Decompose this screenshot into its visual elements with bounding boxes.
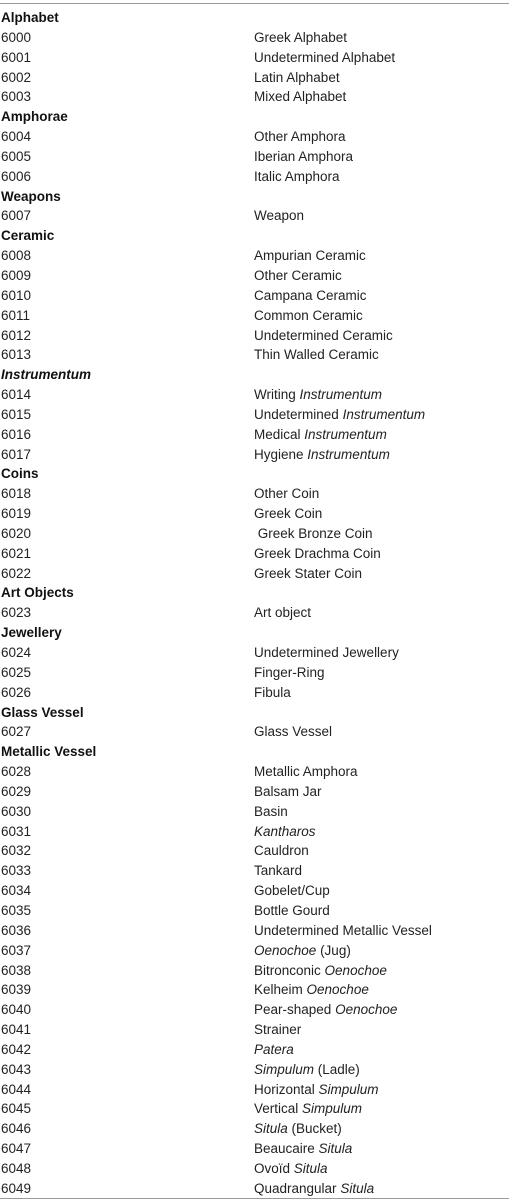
description-text: Basin bbox=[254, 803, 288, 819]
description-cell bbox=[254, 1080, 379, 1100]
code-cell: 6016 bbox=[1, 426, 32, 442]
description-cell bbox=[254, 246, 366, 266]
description-text: Undetermined Jewellery bbox=[254, 645, 399, 660]
code-cell: 6041 bbox=[1, 1022, 32, 1038]
description-text: Iberian Amphora bbox=[254, 148, 354, 164]
code-cell: 6046 bbox=[1, 1121, 32, 1137]
code-cell: 6049 bbox=[1, 1180, 32, 1196]
description-text: Tankard bbox=[254, 863, 303, 879]
table-row bbox=[1, 484, 507, 504]
description-cell bbox=[254, 961, 387, 981]
table-row bbox=[1, 1060, 507, 1080]
code-cell: 6010 bbox=[1, 287, 32, 303]
description-cell bbox=[254, 504, 322, 524]
category-heading bbox=[1, 703, 507, 723]
description-cell bbox=[254, 1020, 301, 1040]
description-cell bbox=[254, 345, 379, 365]
category-heading bbox=[1, 226, 507, 246]
code-cell: 6022 bbox=[1, 565, 32, 581]
description-italic-text: Simpulum bbox=[302, 1101, 363, 1117]
description-text: Greek Coin bbox=[254, 506, 323, 522]
table-top-rule bbox=[0, 3, 509, 4]
code-cell: 6039 bbox=[1, 982, 32, 998]
category-title: Weapons bbox=[1, 188, 61, 204]
table-row bbox=[1, 782, 507, 802]
table-row bbox=[1, 246, 507, 266]
description-cell bbox=[254, 683, 291, 703]
description-italic-text: Situla bbox=[318, 1141, 353, 1157]
category-heading bbox=[1, 8, 507, 28]
table-row bbox=[1, 48, 507, 68]
code-cell: 6012 bbox=[1, 327, 32, 343]
code-cell: 6047 bbox=[1, 1141, 32, 1157]
description-text: Balsam Jar bbox=[254, 783, 322, 799]
table-row bbox=[1, 425, 507, 445]
table-row bbox=[1, 1080, 507, 1100]
description-text: Writing bbox=[254, 387, 300, 403]
code-cell: 6019 bbox=[1, 506, 32, 522]
code-cell: 6018 bbox=[1, 486, 32, 502]
code-cell: 6007 bbox=[1, 208, 32, 224]
description-cell bbox=[254, 941, 351, 961]
description-text: Ovoïd bbox=[254, 1160, 294, 1176]
description-cell bbox=[254, 544, 381, 564]
description-italic-text: Oenochoe bbox=[335, 1002, 398, 1018]
description-text: Hygiene bbox=[254, 446, 308, 462]
table-row bbox=[1, 1020, 507, 1040]
description-italic-text: Oenochoe bbox=[306, 982, 369, 998]
table-row bbox=[1, 286, 507, 306]
table-row bbox=[1, 1119, 507, 1139]
table-row bbox=[1, 762, 507, 782]
description-text: Ampurian Ceramic bbox=[254, 248, 366, 264]
category-title: Amphorae bbox=[1, 109, 68, 125]
table-row bbox=[1, 1099, 507, 1119]
description-italic-text: Situla bbox=[254, 1121, 288, 1137]
table-row bbox=[1, 564, 507, 584]
description-text: Art object bbox=[254, 605, 312, 621]
table-row bbox=[1, 841, 507, 861]
description-text: Common Ceramic bbox=[254, 307, 363, 323]
description-text: Vertical bbox=[254, 1101, 303, 1117]
table-row bbox=[1, 1179, 507, 1199]
code-cell: 6021 bbox=[1, 545, 32, 561]
description-text: Undetermined Metallic Vessel bbox=[254, 922, 432, 938]
description-cell bbox=[254, 1139, 352, 1159]
description-cell bbox=[254, 385, 382, 405]
category-heading bbox=[1, 365, 507, 385]
table-row bbox=[1, 147, 507, 167]
table-row bbox=[1, 822, 507, 842]
description-cell bbox=[254, 1000, 397, 1020]
description-cell bbox=[254, 405, 425, 425]
description-cell bbox=[254, 841, 309, 861]
category-title: Alphabet bbox=[1, 10, 59, 25]
description-text: Weapon bbox=[254, 208, 305, 224]
code-cell: 6011 bbox=[1, 307, 31, 323]
table-row bbox=[1, 345, 507, 365]
description-cell bbox=[254, 306, 363, 326]
description-cell bbox=[254, 643, 399, 663]
category-heading bbox=[1, 187, 507, 207]
table-row bbox=[1, 980, 507, 1000]
code-cell: 6043 bbox=[1, 1061, 32, 1077]
description-text: Italic Amphora bbox=[254, 168, 340, 184]
category-title: Metallic Vessel bbox=[1, 744, 97, 760]
table-row bbox=[1, 266, 507, 286]
description-italic-text: Oenochoe bbox=[254, 942, 317, 958]
category-title: Art Objects bbox=[1, 585, 74, 601]
description-text: Greek Drachma Coin bbox=[254, 545, 381, 561]
description-text: Latin Alphabet bbox=[254, 69, 340, 85]
code-cell: 6044 bbox=[1, 1081, 32, 1097]
table-row bbox=[1, 504, 507, 524]
description-cell bbox=[254, 663, 325, 683]
description-text: Undetermined Alphabet bbox=[254, 49, 396, 65]
description-cell bbox=[254, 286, 367, 306]
description-italic-text: Oenochoe bbox=[324, 962, 387, 978]
table-row bbox=[1, 524, 507, 544]
category-heading bbox=[1, 583, 507, 603]
description-cell bbox=[254, 603, 311, 623]
code-cell: 6037 bbox=[1, 942, 32, 958]
table-row bbox=[1, 921, 507, 941]
category-title: Glass Vessel bbox=[1, 704, 84, 720]
description-text: Greek Stater Coin bbox=[254, 565, 363, 581]
table-row bbox=[1, 127, 507, 147]
description-text: Greek Alphabet bbox=[254, 29, 348, 45]
description-text: Undetermined bbox=[254, 406, 343, 422]
table-row bbox=[1, 722, 507, 742]
description-text: Bitronconic bbox=[254, 962, 325, 978]
description-cell bbox=[254, 881, 330, 901]
description-cell bbox=[254, 901, 330, 921]
code-cell: 6028 bbox=[1, 764, 32, 780]
table-row bbox=[1, 603, 507, 623]
table-row bbox=[1, 861, 507, 881]
description-cell bbox=[254, 266, 342, 286]
table-row bbox=[1, 544, 507, 564]
category-title: Coins bbox=[1, 466, 39, 482]
table-row bbox=[1, 802, 507, 822]
table-row bbox=[1, 68, 507, 88]
table-row bbox=[1, 683, 507, 703]
table-row bbox=[1, 87, 507, 107]
category-title: Jewellery bbox=[1, 625, 62, 641]
table-row bbox=[1, 901, 507, 921]
code-cell: 6045 bbox=[1, 1101, 32, 1117]
description-italic-text: Instrumentum bbox=[299, 387, 383, 403]
table-row bbox=[1, 167, 507, 187]
description-cell bbox=[254, 425, 387, 445]
code-cell: 6040 bbox=[1, 1002, 32, 1018]
description-text: Finger-Ring bbox=[254, 664, 325, 680]
description-cell bbox=[254, 980, 369, 1000]
table-row bbox=[1, 941, 507, 961]
description-text: Other Ceramic bbox=[254, 267, 342, 283]
description-cell bbox=[254, 206, 304, 226]
code-cell: 6006 bbox=[1, 168, 32, 184]
table-row bbox=[1, 206, 507, 226]
category-heading bbox=[1, 464, 507, 484]
description-text: Pear-shaped bbox=[254, 1002, 336, 1018]
description-text: Campana Ceramic bbox=[254, 287, 367, 303]
table-row bbox=[1, 881, 507, 901]
description-text: Kelheim bbox=[254, 982, 307, 998]
description-cell bbox=[254, 28, 347, 48]
description-italic-text: Instrumentum bbox=[307, 446, 390, 462]
category-code-table bbox=[1, 8, 507, 1199]
table-row bbox=[1, 385, 507, 405]
category-title: Ceramic bbox=[1, 228, 55, 244]
description-cell bbox=[254, 822, 316, 842]
description-cell bbox=[254, 921, 432, 941]
description-text: Mixed Alphabet bbox=[254, 89, 347, 105]
code-cell: 6042 bbox=[1, 1041, 32, 1057]
description-cell bbox=[254, 484, 319, 504]
description-italic-text: Situla bbox=[293, 1160, 328, 1176]
code-cell: 6035 bbox=[1, 902, 32, 918]
description-text: Horizontal bbox=[254, 1081, 319, 1097]
code-cell: 6031 bbox=[1, 823, 32, 839]
description-text: (Ladle) bbox=[314, 1061, 360, 1077]
description-cell bbox=[254, 127, 346, 147]
description-text: Medical bbox=[254, 426, 305, 442]
category-heading bbox=[1, 623, 507, 643]
category-heading bbox=[1, 107, 507, 127]
code-cell: 6008 bbox=[1, 248, 32, 264]
code-cell: 6032 bbox=[1, 843, 32, 859]
description-italic-text: Patera bbox=[254, 1041, 294, 1057]
code-cell: 6015 bbox=[1, 406, 32, 422]
code-cell: 6004 bbox=[1, 129, 32, 145]
description-cell bbox=[254, 802, 288, 822]
code-cell: 6033 bbox=[1, 863, 32, 879]
description-cell bbox=[254, 167, 340, 187]
description-cell bbox=[254, 445, 390, 465]
table-row bbox=[1, 306, 507, 326]
description-text: Metallic Amphora bbox=[254, 764, 358, 780]
description-text: Beaucaire bbox=[254, 1141, 319, 1157]
code-cell: 6038 bbox=[1, 962, 32, 978]
description-cell bbox=[254, 564, 362, 584]
code-cell: 6029 bbox=[1, 783, 32, 799]
code-cell: 6036 bbox=[1, 922, 32, 938]
code-cell: 6048 bbox=[1, 1160, 32, 1176]
code-cell: 6000 bbox=[1, 29, 32, 45]
description-text: Undetermined Ceramic bbox=[254, 327, 393, 343]
code-cell: 6020 bbox=[1, 525, 32, 541]
description-text: Glass Vessel bbox=[254, 724, 333, 740]
table-row bbox=[1, 643, 507, 663]
table-row bbox=[1, 445, 507, 465]
table-row bbox=[1, 1139, 507, 1159]
description-text: Gobelet/Cup bbox=[254, 883, 330, 899]
description-cell bbox=[254, 782, 322, 802]
description-text: (Bucket) bbox=[287, 1121, 342, 1137]
table-row bbox=[1, 1040, 507, 1060]
category-title: Instrumentum bbox=[1, 367, 92, 383]
table-row bbox=[1, 405, 507, 425]
code-cell: 6034 bbox=[1, 883, 32, 899]
code-cell: 6025 bbox=[1, 664, 32, 680]
description-italic-text: Instrumentum bbox=[304, 426, 387, 442]
table-bottom-rule bbox=[0, 1198, 509, 1199]
code-cell: 6030 bbox=[1, 803, 32, 819]
code-cell: 6023 bbox=[1, 605, 32, 621]
description-cell bbox=[254, 326, 393, 346]
code-cell: 6002 bbox=[1, 69, 32, 85]
code-cell: 6003 bbox=[1, 89, 32, 105]
table-row bbox=[1, 326, 507, 346]
description-cell bbox=[254, 1040, 294, 1060]
description-text: Other Amphora bbox=[254, 129, 346, 145]
code-cell: 6013 bbox=[1, 347, 32, 363]
description-text: Cauldron bbox=[254, 843, 309, 859]
table-row bbox=[1, 663, 507, 683]
table-row bbox=[1, 1000, 507, 1020]
code-cell: 6001 bbox=[1, 49, 32, 65]
code-cell: 6027 bbox=[1, 724, 32, 740]
description-text: Greek Bronze Coin bbox=[254, 525, 373, 541]
description-cell bbox=[254, 524, 373, 544]
category-heading bbox=[1, 742, 507, 762]
description-text: Thin Walled Ceramic bbox=[254, 347, 379, 363]
code-cell: 6005 bbox=[1, 148, 32, 164]
description-cell bbox=[254, 762, 358, 782]
description-italic-text: Simpulum bbox=[254, 1061, 315, 1077]
description-text: Other Coin bbox=[254, 486, 320, 502]
description-cell bbox=[254, 1099, 362, 1119]
description-text: Quadrangular bbox=[254, 1180, 341, 1196]
code-cell: 6024 bbox=[1, 645, 32, 660]
description-cell bbox=[254, 1159, 328, 1179]
code-cell: 6009 bbox=[1, 267, 32, 283]
code-cell: 6017 bbox=[1, 446, 32, 462]
description-text: Fibula bbox=[254, 684, 291, 700]
description-cell bbox=[254, 68, 340, 88]
description-cell bbox=[254, 147, 353, 167]
description-cell bbox=[254, 861, 302, 881]
table-row bbox=[1, 1159, 507, 1179]
description-italic-text: Situla bbox=[340, 1180, 375, 1196]
code-cell: 6014 bbox=[1, 387, 32, 403]
description-cell bbox=[254, 1119, 342, 1139]
description-cell bbox=[254, 1179, 374, 1199]
description-text: Bottle Gourd bbox=[254, 902, 330, 918]
description-italic-text: Kantharos bbox=[254, 823, 316, 839]
description-cell bbox=[254, 48, 395, 68]
code-cell: 6026 bbox=[1, 684, 32, 700]
description-cell bbox=[254, 722, 332, 742]
table-row bbox=[1, 28, 507, 48]
description-text: Strainer bbox=[254, 1022, 302, 1038]
description-cell bbox=[254, 87, 346, 107]
description-italic-text: Instrumentum bbox=[342, 406, 426, 422]
table-row bbox=[1, 961, 507, 981]
description-cell bbox=[254, 1060, 360, 1080]
description-text: (Jug) bbox=[316, 942, 351, 958]
description-italic-text: Simpulum bbox=[318, 1081, 379, 1097]
